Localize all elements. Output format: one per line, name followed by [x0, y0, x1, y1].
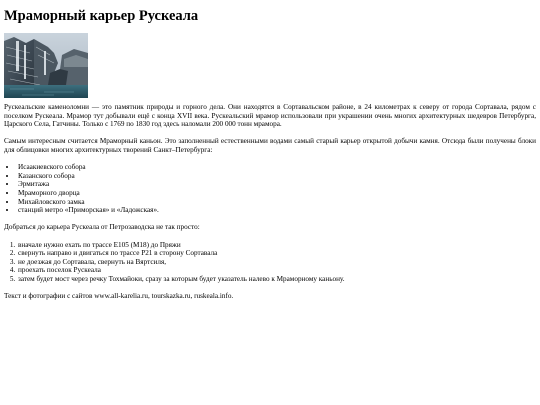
directions-list	[4, 241, 536, 284]
canyon-paragraph: Самым интересным считается Мраморный каньон. Это заполненный естественными водами самый старый карьер открытой добычи камня. Отсюда были получены блоки для облицовки многих архитектурных творений Санкт–Петербурга:	[4, 137, 536, 154]
list-item: • Мраморного дворца	[17, 189, 536, 198]
list-item: 5. затем будет мост через речку Тохмайоки, сразу за которым будет указатель налево к Мраморному каньону.	[17, 275, 536, 284]
intro-paragraph: Рускеальские каменоломни — это памятник природы и горного дела. Они находятся в Сортавальском районе, в 24 километрах к северу от города Сортавала, рядом с поселком Рускеала. Мрамор тут добывали ещё с конца XVII века. Рускеальский мрамор использовали при украшении очень многих архитектурных шедевров Петербурга, Царского Села, Гатчины. Только с 1769 по 1830 год здесь наломали 200 000 тонн мрамора.	[4, 103, 536, 129]
list-item: 4. проехать поселок Рускеала	[17, 266, 536, 275]
list-item: • Казанского собора	[17, 172, 536, 181]
list-item: • станций метро «Приморская» и «Ладожская».	[17, 206, 536, 215]
list-item: 2. свернуть направо и двигаться по трассе Р21 в сторону Сортавала	[17, 249, 536, 258]
list-item: • Эрмитажа	[17, 180, 536, 189]
directions-intro: Добраться до карьера Рускеала от Петрозаводска не так просто:	[4, 223, 200, 232]
list-item: 3. не доезжая до Сортавала, свернуть на Вяртсиля,	[17, 258, 536, 267]
article-body	[4, 103, 536, 301]
list-item: 1. вначале нужно ехать по трассе Е105 (М18) до Пряжи	[17, 241, 536, 250]
credits-paragraph: Текст и фотографии с сайтов www.all-karelia.ru, tourskazka.ru, ruskeala.info.	[4, 292, 234, 301]
article-title: Мраморный карьер Рускеала	[4, 8, 199, 24]
buildings-list	[4, 163, 536, 215]
list-item: • Михайловского замка	[17, 198, 536, 207]
list-item: • Исаакиевского собора	[17, 163, 536, 172]
quarry-photo	[4, 33, 88, 98]
